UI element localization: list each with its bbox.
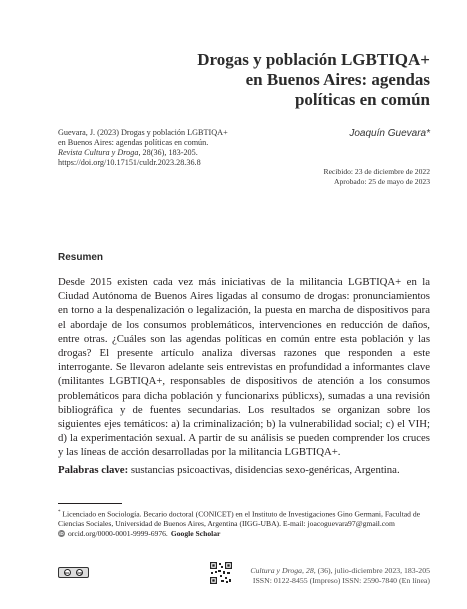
- approved-date: Aprobado: 25 de mayo de 2023: [334, 176, 430, 186]
- cc-icon: cc: [65, 570, 70, 575]
- footnote-affiliation: [58, 508, 430, 529]
- creative-commons-license-icon[interactable]: [58, 567, 89, 578]
- keywords-text: sustancias psicoactivas, disidencias sexo-genéricas, Argentina.: [128, 464, 400, 476]
- journal-issue: , (36), julio-diciembre 2023, 183-205: [313, 566, 430, 575]
- article-title-line-2: en Buenos Aires: agendas: [245, 70, 430, 89]
- orcid-icon: iD: [59, 531, 64, 537]
- received-date: Recibido: 23 de diciembre de 2022: [323, 167, 430, 176]
- keywords: [58, 463, 430, 477]
- journal-name: Cultura y Droga, 28: [250, 566, 314, 575]
- journal-issn: ISSN: 0122-8455 (Impreso) ISSN: 2590-7840 (En línea): [252, 576, 430, 585]
- citation-journal: Revista Cultura y Droga: [58, 148, 139, 157]
- article-title: [70, 50, 430, 110]
- submission-dates: [324, 167, 431, 186]
- citation-journal-line: [58, 148, 273, 158]
- abstract-heading: Resumen: [58, 252, 104, 263]
- footnote-marker: *: [58, 510, 61, 515]
- footnote-divider: [58, 503, 122, 504]
- abstract-body: Desde 2015 existen cada vez más iniciativas de la militancia LGBTIQA+ en la Ciudad Autónoma de Buenos Aires ligadas al consumo de drogas: pronunciamientos en torno a la despenalización o legalización, la puesta en marcha de dispositivos para el abordaje de los consumos problemáticos, intervenciones en reducción de daños, entre otras. ¿Cuáles son las agendas políticas en común entre esta población y las drogas? El presente artículo analiza diversas razones que responden a este interrogante. Se llevaron adelante seis entrevistas en profundidad a informantes clave (militantes LGBTIQA+, responsables de dispositivos de atención a los consumos problemáticos para dicha población y funcionarixs públicxs), sumadas a una revisión bibliográfica y de fuentes secundarias. Los resultados se organizan sobre los siguientes ejes temáticos: a) la criminalización; b) la vulnerabilidad social; c) el VIH; d) la experimentación sexual. A partir de su análisis se pueden comprender los cruces y las líneas de acción desarrolladas por la militancia LGBTIQA+.: [58, 276, 430, 459]
- orcid-link[interactable]: orcid.org/0000-0001-9999-6976.: [68, 528, 168, 538]
- citation-block: [58, 128, 273, 168]
- qr-code-icon: [209, 561, 233, 585]
- author-footnote: [58, 508, 430, 538]
- by-icon: by: [77, 570, 83, 575]
- article-title-line-3: políticas en común: [294, 90, 430, 109]
- footnote-text: Licenciado en Sociología. Becario doctoral (CONICET) en el Instituto de Investigaciones Gino Germani, Facultad de Ciencias Sociales, Universidad de Buenos Aires, Argentina (IIGG-UBA). E-mail: joacoguevara97@gmail.com: [58, 509, 421, 529]
- journal-footer: [250, 566, 430, 586]
- citation-line-2: en Buenos Aires: agendas políticas en común.: [58, 138, 209, 147]
- journal-issue-line: [250, 566, 430, 576]
- google-scholar-link[interactable]: Google Scholar: [170, 528, 221, 538]
- citation-doi-link[interactable]: https://doi.org/10.17151/culdr.2023.28.36.8: [58, 158, 201, 167]
- keywords-label: Palabras clave:: [58, 464, 129, 476]
- citation-volume: , 28(36), 183-205.: [138, 148, 198, 157]
- article-title-line-1: Drogas y población LGBTIQA+: [197, 50, 430, 69]
- citation-line-1: Guevara, J. (2023) Drogas y población LGBTIQA+: [58, 128, 228, 137]
- author-name: Joaquín Guevara*: [349, 128, 430, 139]
- orcid-line: [58, 529, 430, 539]
